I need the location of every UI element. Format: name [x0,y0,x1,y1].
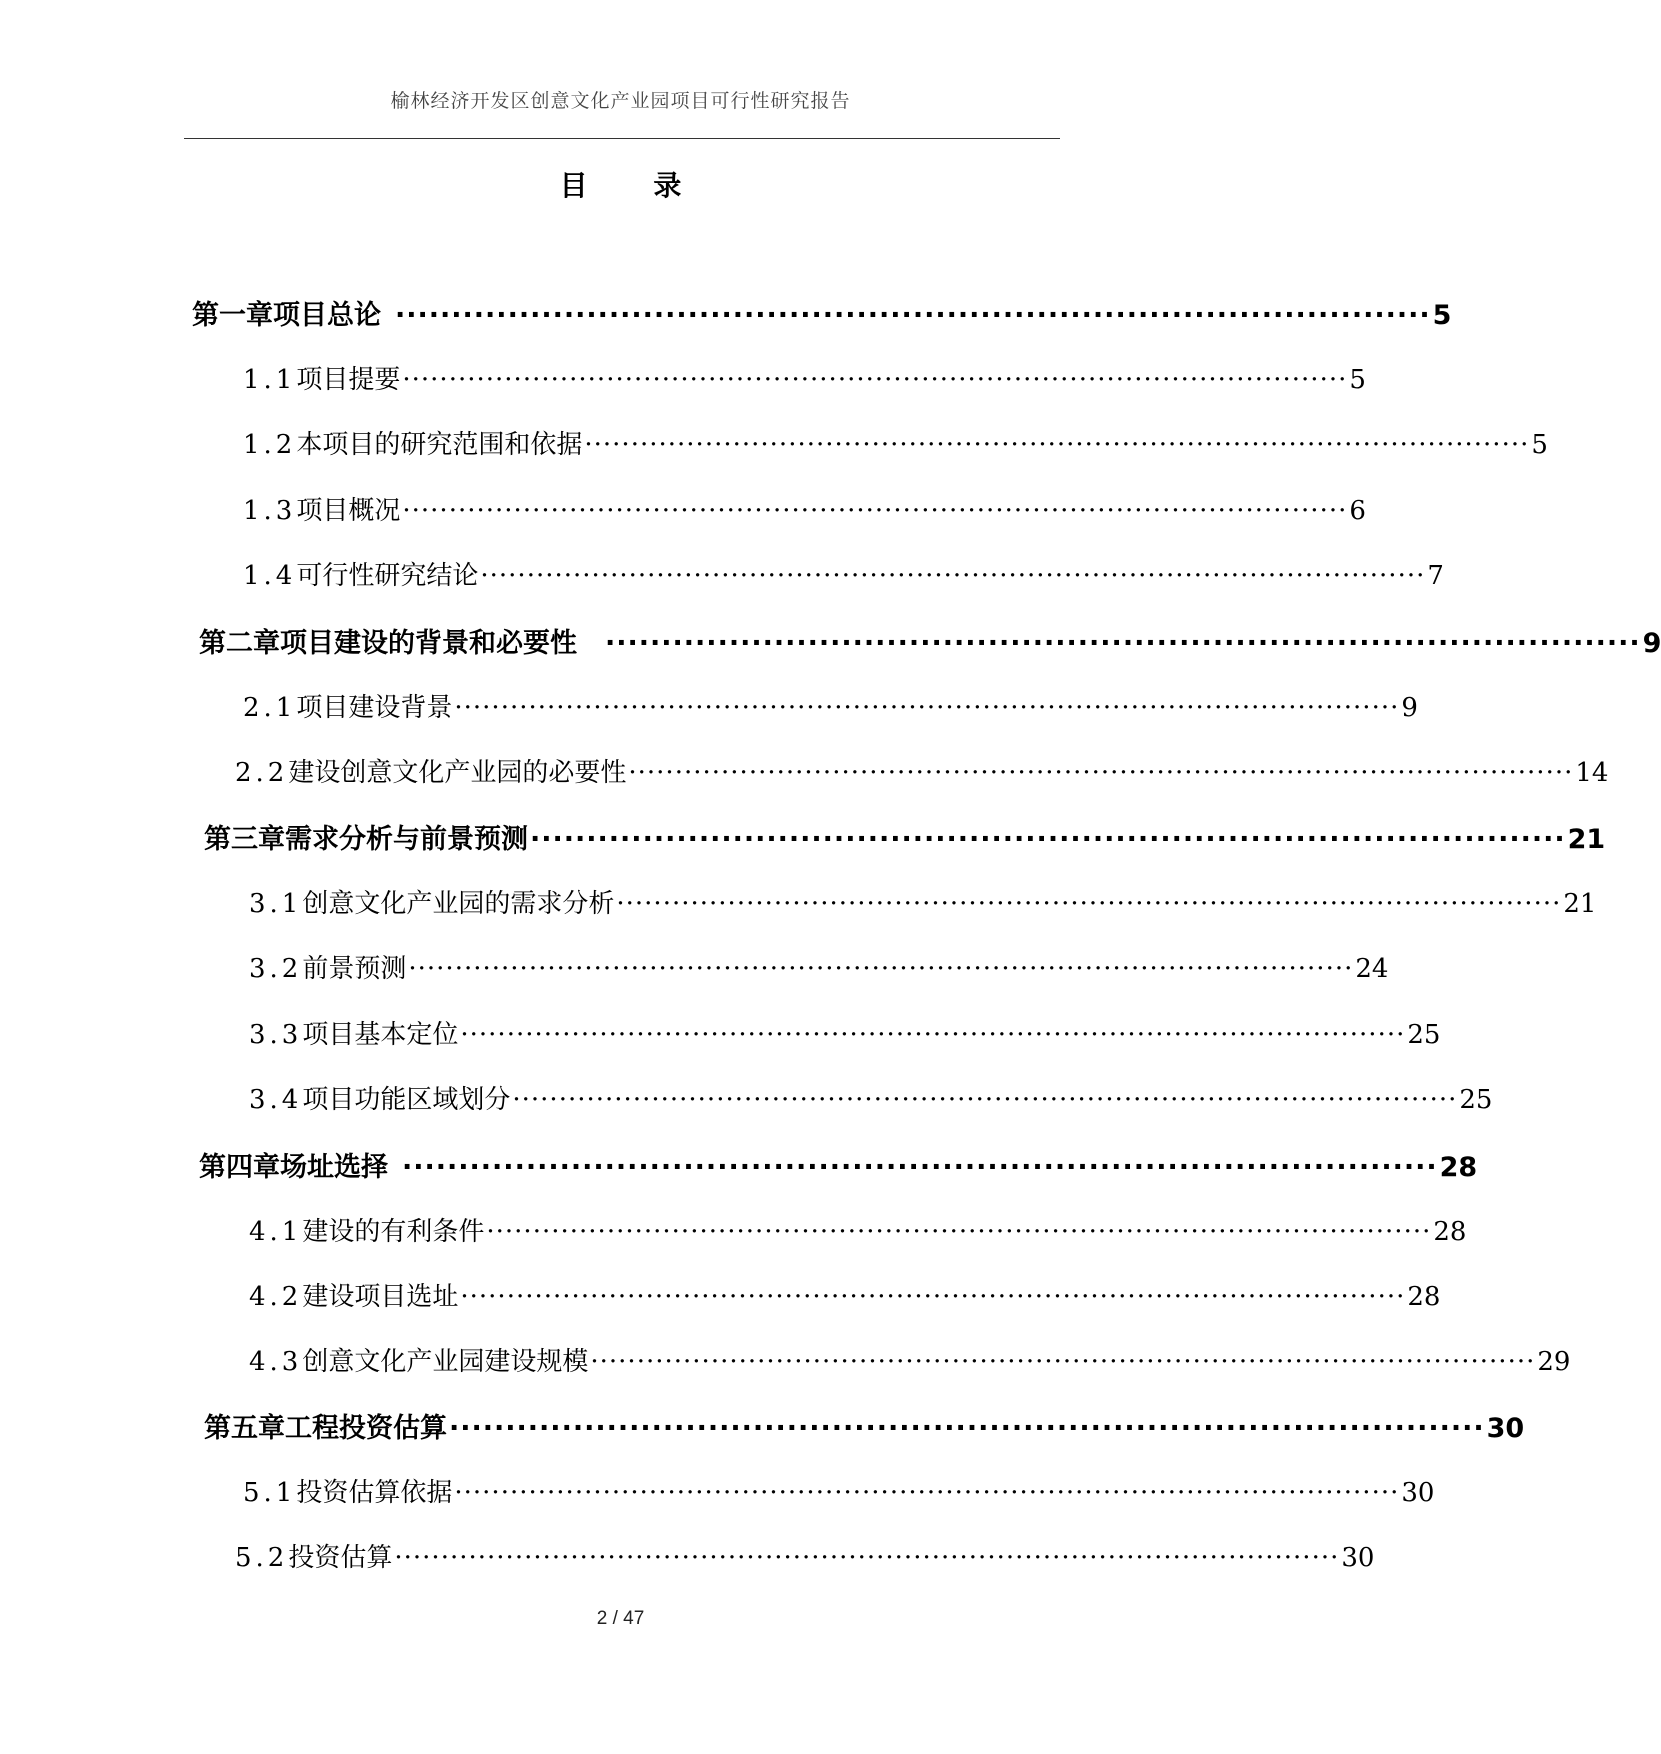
toc-leader-dots: ···························································································· [530,824,1566,855]
toc-leader-dots: ······································································································ [584,430,1530,460]
toc-entry-title: 项目总论 [273,300,381,331]
toc-entry-title: 可行性研究结论 [296,561,479,591]
toc-leader-dots: ···························································································· [605,628,1641,659]
toc-leader-dots: ···························································································· [449,1413,1485,1444]
toc-entry-title: 创意文化产业园建设规模 [302,1347,589,1377]
toc-entry-page: 30 [1486,1413,1525,1444]
toc-entry-title: 本项目的研究范围和依据 [296,430,583,460]
toc-entry-title: 建设项目选址 [302,1282,459,1312]
toc-entry-title: 前景预测 [302,954,407,984]
toc-leader-dots: ······································································································ [590,1347,1536,1377]
toc-entry-page: 21 [1563,889,1597,919]
toc-entry-page: 9 [1401,693,1418,723]
toc-entry[interactable] [243,1472,1435,1509]
toc-entry-title: 投资估算依据 [296,1478,453,1508]
toc-entry-page: 28 [1407,1282,1441,1312]
toc-leader-dots: ······································································································ [628,758,1574,788]
toc-entry-page: 6 [1349,496,1366,526]
toc-entry-number: 3.2 [249,954,303,984]
toc-entry-number: 第四章 [199,1152,280,1183]
toc-entry-page: 14 [1575,758,1609,788]
toc-leader-dots: ······································································································ [454,1478,1400,1508]
toc-entry-number: 3.3 [249,1020,303,1050]
toc-entry-number: 1.3 [243,496,297,526]
toc-entry[interactable] [235,1537,1375,1574]
toc-entry[interactable] [249,948,1389,985]
toc-entry-page: 5 [1349,365,1366,395]
toc-entry-page: 5 [1531,430,1548,460]
toc-entry[interactable] [243,687,1418,724]
toc-entry[interactable] [249,1014,1441,1051]
toc-entry-page: 5 [1432,300,1452,331]
toc-entry-title: 项目基本定位 [302,1020,459,1050]
toc-entry[interactable] [243,490,1366,527]
toc-entry[interactable] [249,1211,1467,1248]
toc-entry-number: 2.2 [235,758,289,788]
toc-entry-title: 项目概况 [296,496,401,526]
toc-entry-number: 5.1 [243,1478,297,1508]
toc-entry-title: 创意文化产业园的需求分析 [302,889,615,919]
toc-entry[interactable] [243,424,1548,461]
toc-entry-number: 3.1 [249,889,303,919]
toc-entry-title: 场址选择 [280,1152,388,1183]
toc-entry-page: 25 [1459,1085,1493,1115]
toc-entry-page: 29 [1537,1347,1571,1377]
toc-leader-dots: ······································································································ [486,1217,1432,1247]
toc-entry-number: 2.1 [243,693,297,723]
toc-entry-title: 项目建设背景 [296,693,453,723]
toc-entry-page: 28 [1433,1217,1467,1247]
toc-entry[interactable] [235,752,1609,789]
toc-leader-dots: ······································································································ [460,1282,1406,1312]
toc-entry-page: 24 [1355,954,1389,984]
toc-entry-number: 4.3 [249,1347,303,1377]
toc-entry-number: 1.2 [243,430,297,460]
toc-entry[interactable] [204,1406,1525,1445]
toc-entry-title: 项目提要 [296,365,401,395]
toc-entry-number: 第五章 [204,1413,285,1444]
toc-leader-dots: ······································································································ [460,1020,1406,1050]
toc-entry[interactable] [199,1145,1478,1184]
toc-leader-dots: ······································································································ [616,889,1562,919]
toc-entry-number: 第三章 [204,824,285,855]
page-header: 榆林经济开发区创意文化产业园项目可行性研究报告 [390,90,851,112]
toc-entry[interactable] [192,293,1452,332]
toc-entry-page: 21 [1567,824,1606,855]
toc-leader-dots: ······································································································ [402,496,1348,526]
toc-entry-page: 28 [1439,1152,1478,1183]
toc-entry[interactable] [249,1079,1493,1116]
toc-entry-page: 30 [1401,1478,1435,1508]
toc-entry[interactable] [249,1341,1571,1378]
toc-leader-dots: ······································································································ [402,365,1348,395]
toc-leader-dots: ······································································································ [394,1543,1340,1573]
toc-entry[interactable] [243,359,1366,396]
toc-leader-dots: ···························································································· [395,300,1431,331]
toc-entry-title: 项目建设的背景和必要性 [280,628,577,659]
toc-entry[interactable] [249,1276,1441,1313]
toc-entry-title: 建设创意文化产业园的必要性 [288,758,627,788]
toc-entry-number: 4.2 [249,1282,303,1312]
toc-entry-page: 30 [1341,1543,1375,1573]
toc-entry-number: 1.1 [243,365,297,395]
toc-entry-title: 建设的有利条件 [302,1217,485,1247]
toc-entry-title: 项目功能区域划分 [302,1085,511,1115]
toc-entry-number: 1.4 [243,561,297,591]
toc-entry-page: 7 [1427,561,1444,591]
toc-entry[interactable] [204,817,1606,856]
toc-leader-dots: ···························································································· [402,1152,1438,1183]
header-divider [184,138,1060,139]
toc-entry-title: 需求分析与前景预测 [285,824,528,855]
toc-entry-number: 第一章 [192,300,273,331]
toc-entry-number: 5.2 [235,1543,289,1573]
toc-leader-dots: ······································································································ [408,954,1354,984]
toc-entry-number: 4.1 [249,1217,303,1247]
toc-leader-dots: ······································································································ [512,1085,1458,1115]
toc-entry[interactable] [249,883,1597,920]
toc-entry[interactable] [199,621,1661,660]
toc-entry-title: 工程投资估算 [285,1413,447,1444]
toc-entry-number: 第二章 [199,628,280,659]
toc-entry-number: 3.4 [249,1085,303,1115]
toc-entry-page: 9 [1642,628,1661,659]
toc-entry[interactable] [243,555,1444,592]
toc-leader-dots: ······································································································ [454,693,1400,723]
page-number-footer: 2 / 47 [596,1608,645,1629]
toc-entry-title: 投资估算 [288,1543,393,1573]
toc-entry-page: 25 [1407,1020,1441,1050]
toc-leader-dots: ······································································································ [480,561,1426,591]
toc-title: 目 录 [559,169,710,202]
